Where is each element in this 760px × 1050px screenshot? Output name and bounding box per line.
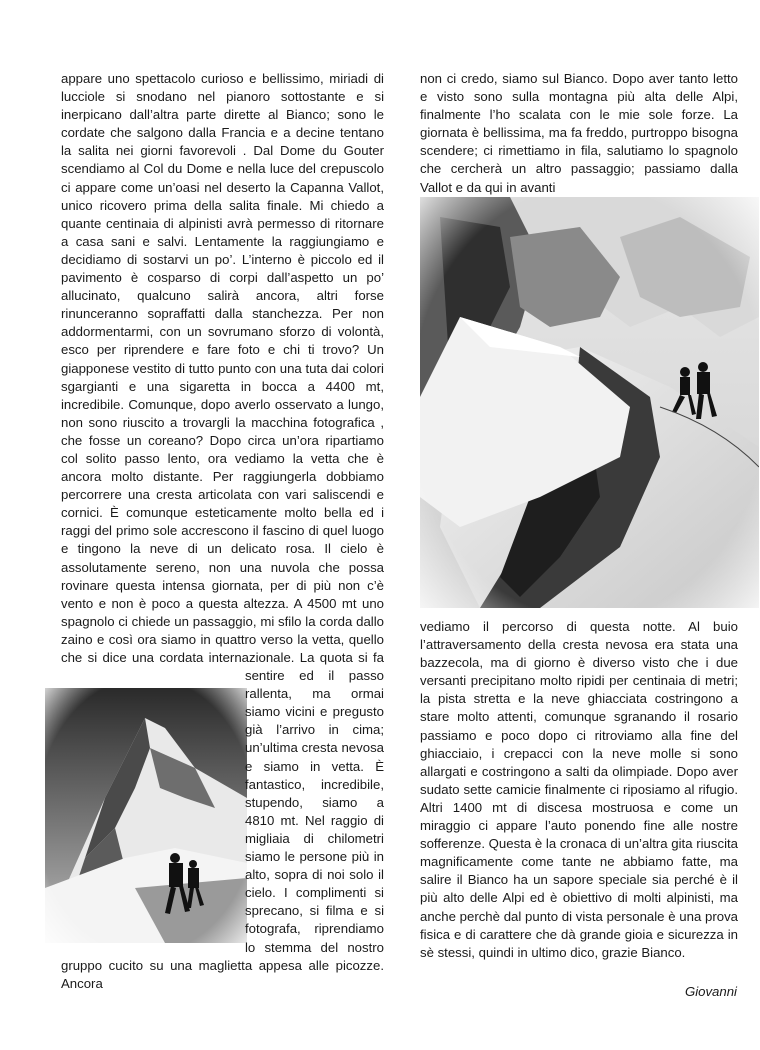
left-column-paragraph: appare uno spettacolo curioso e bellissimo, miriadi di lucciole si snodano nel pianoro sottostante e si inerpicano dall’altra parte dirette al Bianco; sono le cordate che salgono dalla Francia e a decine tentano la salita nei giorni favorevoli . Dal Dome du Gouter scendiamo al Col du Dome e nella luce del crepuscolo ci appare come un’oasi nel deserto la Capanna Vallot, unico ricovero prima della salita finale. Mi chiedo a quante centinaia di alpinisti avrà permesso di ritornare a casa sani e salvi. Lentamente la raggiungiamo e decidiamo di sostarvi un po’. L’interno è piccolo ed il pavimento è cosparso di corpi dall’aspetto un po’ allucinato, qualcuno salirà ancora, altri forse rinunceranno sopraffatti dalla stanchezza. Per non addormentarmi, con un sovrumano sforzo di volontà, esco per riprendere e fare foto e chi ti trovo? Un giapponese vestito di tutto punto con una tuta dai colori sgargianti e una sigaretta in bocca a 4400 mt, incredibile. Comunque, dopo averlo osservato a lungo, non sono riuscito a trovargli la macchina fotografica , che fosse un coreano? Dopo circa un’ora ripartiamo col solito passo lento, ora vediamo la vetta che è ancora molto distante. Per raggiungerla dobbiamo percorrere una cresta articolata con vari saliscendi e cornici. È comunque esteticamente molto bella ed i raggi del primo sole accrescono il fascino di quel luogo e tingono la neve di un delicato rosa. Il cielo è assolutamente sereno, non una nuvola che possa rovinare questa intensa giornata, per di più non c’è vento e non è poco a questa altezza. A 4500 mt uno spagnolo ci chiede un passaggio, mi sfilo la corda dallo zaino e così ora siamo in quattro verso la vetta, quello che si dice una cordata internazionale. La quota si fa sentire ed il passo rallenta, ma ormai siamo vicini e pregusto già l’arrivo in cima; un’ultima cresta nevosa e siamo in vetta. È fantastico, incredibile, stupendo, siamo a 4810 mt. Nel raggio di migliaia di chilometri siamo le persone più in alto, sopra di noi solo il cielo. I complimenti si sprecano, si filma e si fotografa, riprendiamo lo stemma del nostro gruppo cucito su una maglietta appesa alle picozze. Ancora <box>61 71 384 991</box>
right-column-top-text: non ci credo, siamo sul Bianco. Dopo aver tanto letto e visto sono sulla montagna più alta delle Alpi, finalmente l’ho scalata con le mie sole forze. La giornata è bellissima, ma fa freddo, purtroppo bisogna scendere; ci rimettiamo in fila, salutiamo lo spagnolo che cercherà un altro passaggio; passiamo dalla Vallot e da qui in avanti <box>420 71 738 195</box>
left-column-text <box>61 70 384 993</box>
right-column <box>420 70 738 962</box>
author-signature: Giovanni <box>684 984 737 999</box>
left-column <box>61 70 384 993</box>
right-column-bottom-text: vediamo il percorso di questa notte. Al buio l’attraversamento della cresta nevosa era stata una bazzecola, ma di giorno è diverso visto che i due versanti precipitano molto ripidi per centinaia di metri; la pista stretta e la neve ghiacciata costringono a stare molto attenti, comunque sgranando il rosario passiamo e poco dopo ci ritroviamo alla fine del ghiacciaio, i crepacci con la neve molle si sono allargati e costringono a salti da olimpiade. Dopo aver sudato sette camicie finalmente ci riposiamo al rifugio. Altri 1400 mt di discesa mostruosa e come un miraggio ci appare l’auto ponendo fine alle nostre sofferenze. Questa è la cronaca di un’altra gita riuscita magnificamente come tante ne abbiamo fatte, ma salire il Bianco ha un sapore speciale sia perché è il più alto delle Alpi ed è obiettivo di molti alpinisti, ma anche perchè dal punto di vista personale è una prova fisica e di carattere che dà grande gioia e sicurezza in sè stessi, quindi in ultimo dico, grazie Bianco. <box>420 619 738 960</box>
